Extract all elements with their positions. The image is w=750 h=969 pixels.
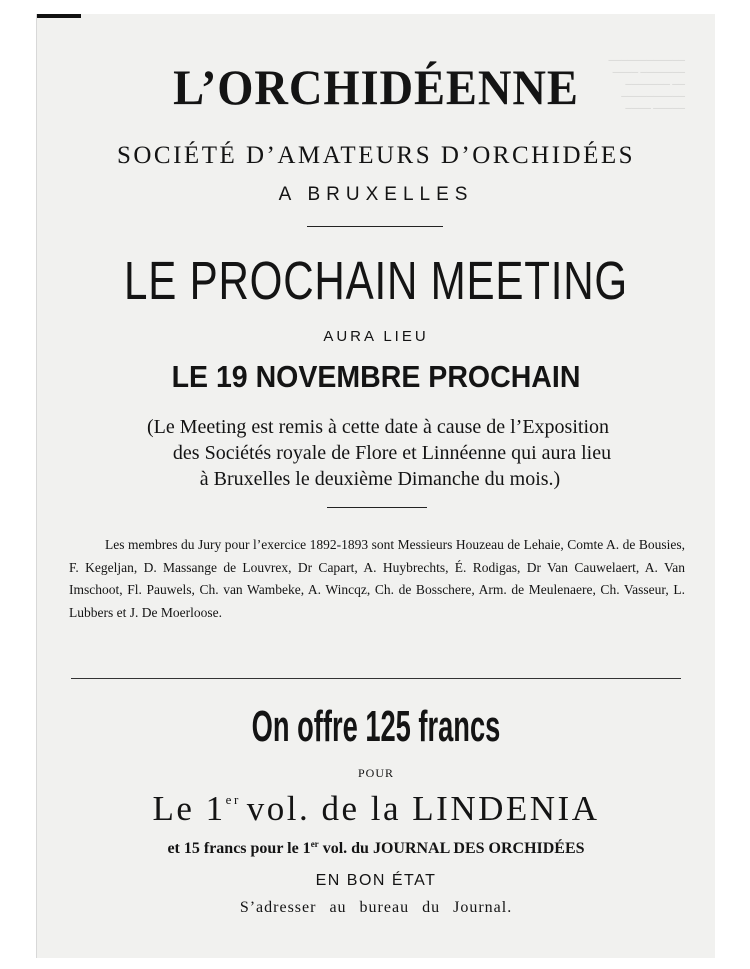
masthead-city: A BRUXELLES	[278, 184, 474, 205]
meeting-date: LE 19 NOVEMBRE PROCHAIN	[171, 359, 581, 394]
divider-rule	[327, 507, 427, 508]
note-line: à Bruxelles le deuxième Dimanche du mois.)	[199, 468, 561, 490]
journal-offer	[37, 840, 715, 858]
journal-prefix: et 15 francs pour le 1	[167, 840, 311, 857]
printed-page	[36, 14, 715, 958]
page-edge-mark	[37, 14, 81, 18]
section-divider	[71, 678, 681, 679]
show-through-decoration: ──────────── ──── ─────── ─────── ── ────────── ──── ─────	[608, 55, 685, 113]
divider-rule	[307, 226, 443, 227]
journal-superscript: er	[310, 839, 319, 849]
note-line: des Sociétés royale de Flore et Linnéenne qui aura lieu	[172, 442, 612, 464]
postponement-note	[55, 414, 701, 492]
meeting-headline: LE PROCHAIN MEETING	[124, 251, 628, 311]
journal-mid: vol. du	[318, 840, 373, 857]
offer-headline: On offre 125 francs	[251, 702, 501, 751]
offer-pour: POUR	[357, 766, 394, 780]
contact-text: S’adresser au bureau du Journal.	[239, 899, 513, 916]
journal-name: JOURNAL DES ORCHIDÉES	[372, 840, 585, 857]
vol-superscript: er	[225, 792, 241, 807]
vol-prefix: Le 1	[152, 789, 226, 828]
jury-paragraph: Les membres du Jury pour l’exercice 1892-1893 sont Messieurs Houzeau de Lehaie, Comte A. de Bousies, F. Kegeljan, D. Massange de Louvrex, Dr Capart, A. Huybrechts, É. Rodigas, Dr Van Cauwelaert, A. Van Imschoot, Fl. Pauwels, Ch. van Wambeke, A. Wincqz, Ch. de Bosschere, Arm. de Meulenaere, Ch. Vasseur, L. Lubbers et J. De Moerloose.	[69, 537, 685, 620]
aura-lieu: AURA LIEU	[323, 328, 429, 345]
lindenia-volume	[37, 789, 715, 829]
condition-text: EN BON ÉTAT	[315, 872, 437, 889]
vol-text: vol. de la LINDENIA	[246, 789, 600, 828]
masthead-title: L’ORCHIDÉENNE	[173, 59, 579, 115]
masthead-subtitle: SOCIÉTÉ D’AMATEURS D’ORCHIDÉES	[116, 142, 636, 169]
note-line: (Le Meeting est remis à cette date à cause de l’Exposition	[146, 416, 610, 438]
